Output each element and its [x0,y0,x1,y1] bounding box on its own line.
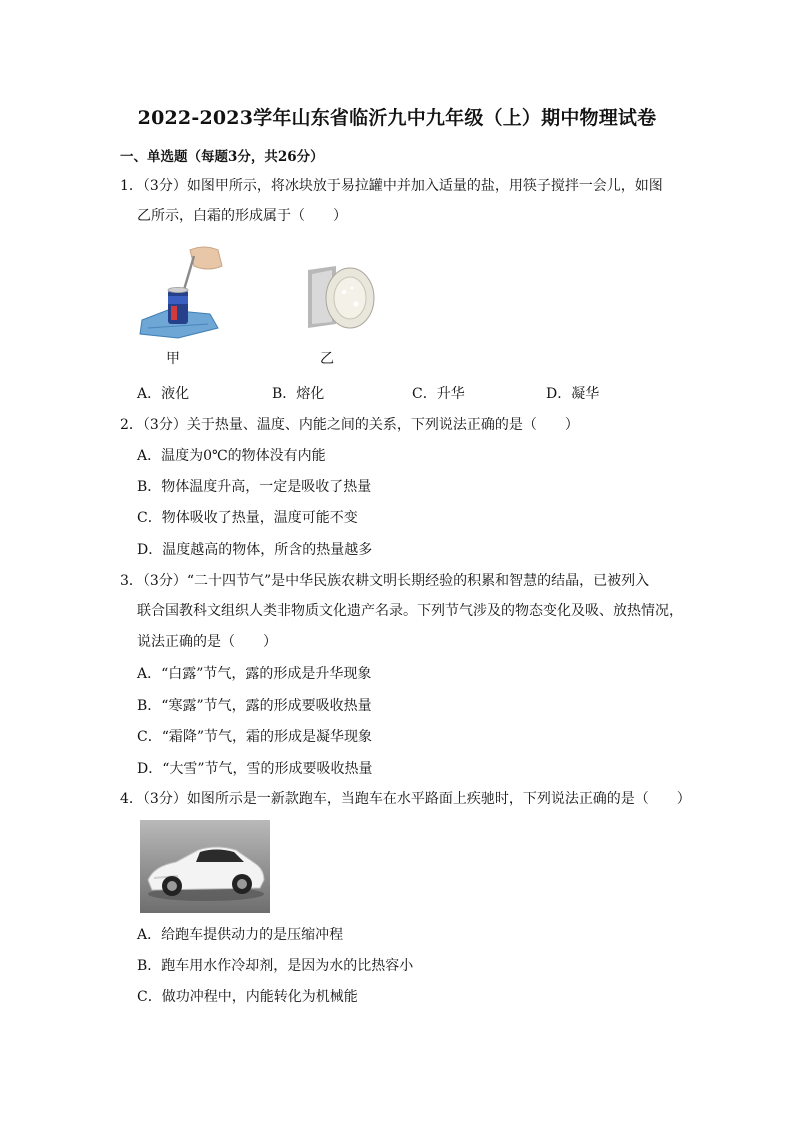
sports-car-image [140,820,270,913]
q1-option-b: B．熔化 [272,386,325,402]
q1-stem-line1: 1．（3分）如图甲所示，将冰块放于易拉罐中并加入适量的盐，用筷子搅拌一会儿，如图 [120,178,663,194]
page-title: 2022-2023学年山东省临沂九中九年级（上）期中物理试卷 [137,107,657,129]
q4-option-a: A．给跑车提供动力的是压缩冲程 [137,927,344,943]
q4-stem: 4．（3分）如图所示是一新款跑车，当跑车在水平路面上疾驰时，下列说法正确的是（ ） [120,791,691,807]
figure-jia-image [138,244,224,340]
q1-option-c: C．升华 [412,386,465,402]
q1-option-a: A．液化 [137,386,190,402]
q2-option-d: D．温度越高的物体，所含的热量越多 [137,542,373,558]
q1-option-d: D．凝华 [546,386,600,402]
figure-jia-caption: 甲 [166,351,180,367]
q4-option-b: B．跑车用水作冷却剂，是因为水的比热容小 [137,958,414,974]
q2-option-b: B．物体温度升高，一定是吸收了热量 [137,479,372,495]
q2-option-a: A．温度为0℃的物体没有内能 [137,448,326,464]
section-heading: 一、单选题（每题3分，共26分） [120,149,324,165]
q1-stem-line2: 乙所示，白霜的形成属于（ ） [137,208,347,224]
q3-option-a: A．“白露”节气，露的形成是升华现象 [137,666,372,682]
q3-stem-line1: 3．（3分）“二十四节气”是中华民族农耕文明长期经验的积累和智慧的结晶，已被列入 [120,573,650,589]
q2-option-c: C．物体吸收了热量，温度可能不变 [137,510,358,526]
q3-stem-line2: 联合国教科文组织人类非物质文化遗产名录。下列节气涉及的物态变化及吸、放热情况， [137,603,683,619]
q3-option-c: C．“霜降”节气，霜的形成是凝华现象 [137,729,373,745]
q4-option-c: C．做功冲程中，内能转化为机械能 [137,989,358,1005]
figure-yi-image [306,264,376,332]
q3-option-b: B．“寒露”节气，露的形成要吸收热量 [137,698,372,714]
q3-option-d: D．“大雪”节气，雪的形成要吸收热量 [137,761,373,777]
q2-stem: 2．（3分）关于热量、温度、内能之间的关系，下列说法正确的是（ ） [120,417,579,433]
figure-yi-caption: 乙 [320,351,334,367]
q3-stem-line3: 说法正确的是（ ） [137,634,277,650]
